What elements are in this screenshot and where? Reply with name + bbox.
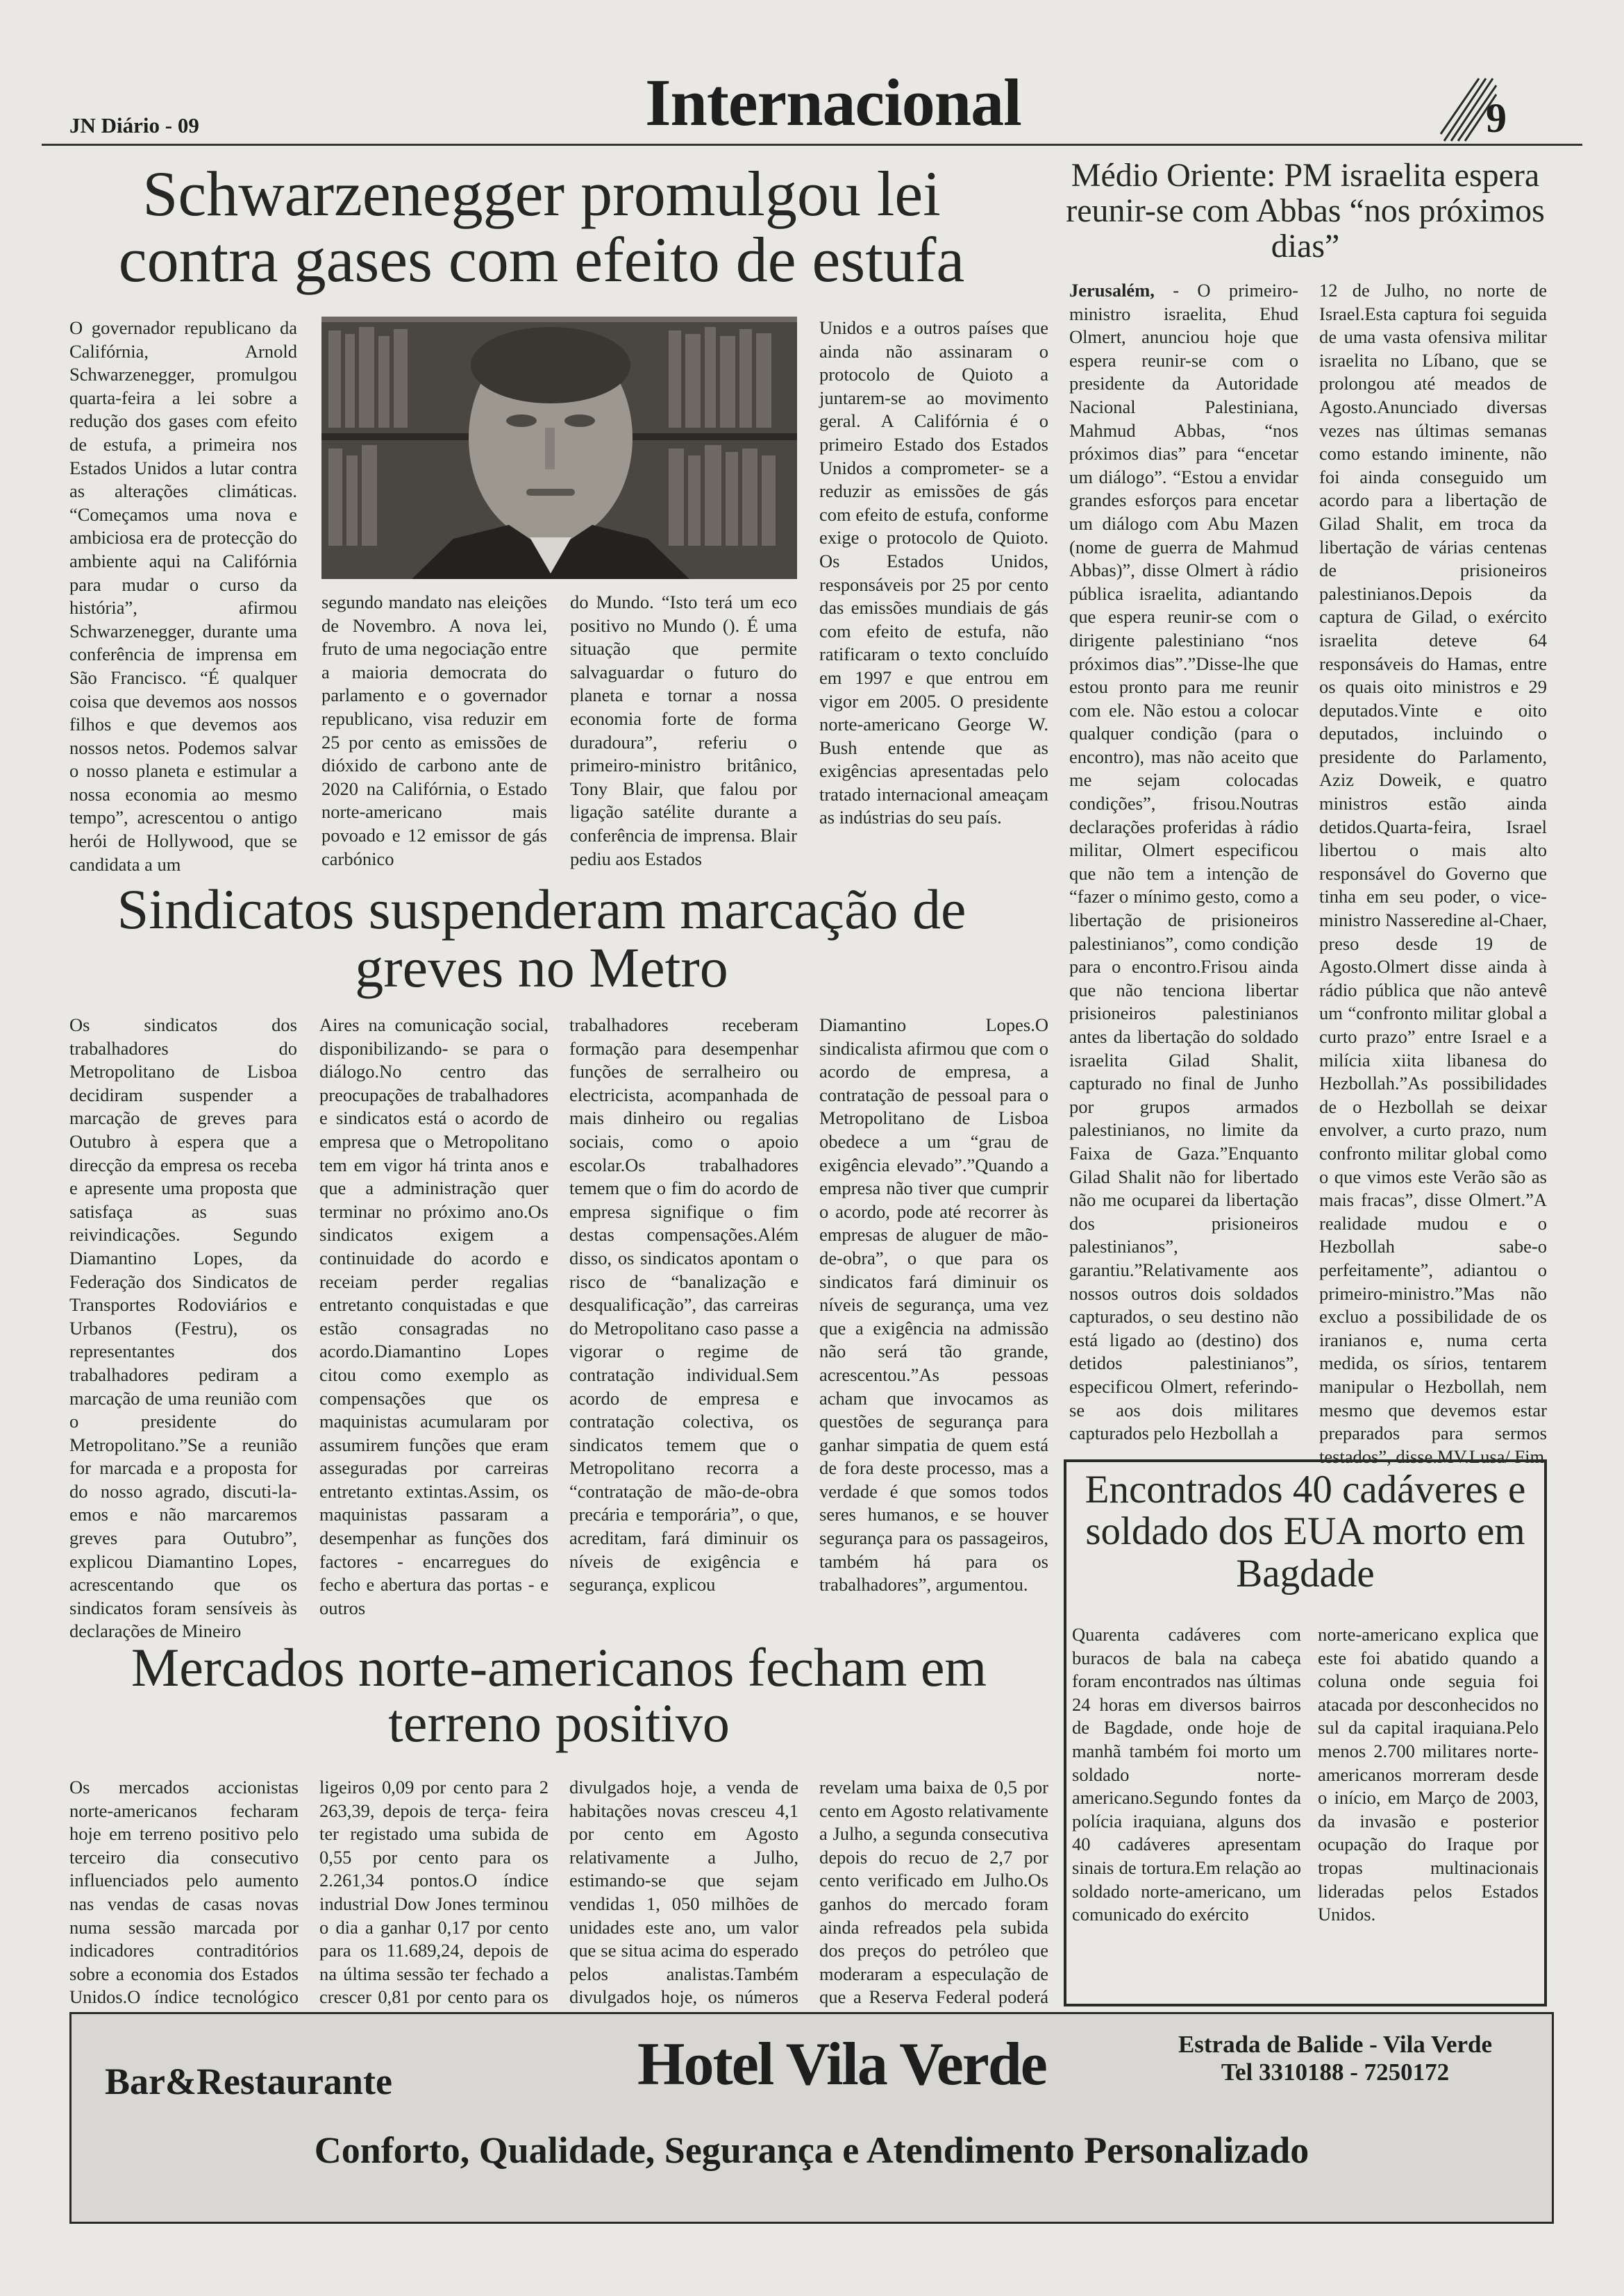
article-headline-mercados: Mercados norte-americanos fecham em terreno positivo xyxy=(131,1637,987,1754)
article-column: Aires na comunicação social, disponibilizando- se para o diálogo.No centro das preocupações de trabalhadores e sindicatos está o acordo de empresa que o Metropolitano tem em vigor há trinta anos e que a administração quer terminar no próximo ano.Os sindicatos exigem a continuidade do acordo e receiam perder regalias entretanto conquistadas e que estão consagradas no acordo.Diamantino Lopes citou como exemplo as compensações que os maquinistas acumularam por assumirem funções que eram asseguradas por carreiras entretanto extintas.Assim, os maquinistas passaram a desempenhar as funções dos factores - encarregues do fecho e abertura das portas - e outros xyxy=(319,1014,549,1618)
article-column: Os sindicatos dos trabalhadores do Metropolitano de Lisboa decidiram suspender a marcação de greves para Outubro à espera que a direcção da empresa os receba e apresente uma proposta que satisfaça as suas reivindicações. Segundo Diamantino Lopes, da Federação dos Sindicatos de Transportes Rodoviários e Urbanos (Festru), os representantes dos trabalhadores pediram a marcação de uma reunião com o presidente do Metropolitano.”Se a reunião for marcada e a proposta for do nosso agrado, discuti-la-emos e não marcaremos greves para Outubro”, explicou Diamantino Lopes, acrescentando que os sindicatos foram sensíveis às declarações de Mineiro xyxy=(69,1014,297,1642)
article-column: trabalhadores receberam formação para desempenhar funções de serralheiro ou electricista, acompanhada de mais dinheiro ou regalias sociais, como o apoio escolar.Os trabalhadores temem que o fim do acordo de empresa signifique o fim destas compensações.Além disso, os sindicatos apontam o risco de “banalização e desqualificação”, das carreiras do Metropolitano caso passe a vigorar o regime de contratação individual.Sem acordo de empresa e contratação colectiva, os sindicatos temem que o Metropolitano recorra a “contratação de mão-de-obra precária e temporária”, o que, acreditam, fará diminuir os níveis de exigência e segurança, explicou xyxy=(569,1014,798,1595)
article-column: divulgados hoje, a venda de habitações novas cresceu 4,1 por cento em Agosto relativamente a Julho, estimando-se que sejam vendidas 1, 050 milhões de unidades este ano, um valor que se situa acima do esperado pelos analistas.Também divulgados hoje, os números xyxy=(569,1777,798,2008)
article-column xyxy=(1069,279,1298,1459)
article-headline-schwarzenegger: Schwarzenegger promulgou lei contra gases com efeito de estufa xyxy=(118,158,965,295)
ad-slogan: Conforto, Qualidade, Segurança e Atendimento Personalizado xyxy=(314,2129,1309,2171)
article-column: ligeiros 0,09 por cento para 2 263,39, depois de terça- feira ter registado uma subida de 0,55 por cento para os 2.261,34 pontos.O índice industrial Dow Jones terminou o dia a ganhar 0,17 por cento para os 11.689,24, depois de na última sessão ter fechado a crescer 0,81 por cento para os xyxy=(319,1777,549,2008)
article-column: O governador republicano da Califórnia, Arnold Schwarzenegger, promulgou quarta-feira a lei sobre a redução dos gases com efeito de estufa, a primeira nos Estados Unidos a lutar contra as alterações climáticas. “Começamos uma nova e ambiciosa era de protecção do ambiente aqui na Califórnia para mudar o curso da história”, afirmou Schwarzenegger, durante uma conferência de imprensa em São Francisco. “É qualquer coisa que devemos aos nossos filhos e que devemos aos nossos netos. Podemos salvar o nosso planeta e estimular a nossa economia ao mesmo tempo”, acrescentou o antigo herói de Hollywood, que se candidata a um xyxy=(69,317,297,875)
hotel-advertisement xyxy=(69,2012,1554,2224)
article-headline-bagdade: Encontrados 40 cadáveres e soldado dos EUA morto em Bagdade xyxy=(1085,1468,1526,1595)
article-column: do Mundo. “Isto terá um eco positivo no Mundo (). É uma situação que permite salvaguardar o futuro do planeta e tornar a nossa economia forte de forma duradoura”, referiu o primeiro-ministro britânico, Tony Blair, que falou por ligação satélite durante a conferência de imprensa. Blair pediu aos Estados xyxy=(570,592,797,869)
article-column: Os mercados accionistas norte-americanos fecharam hoje em terreno positivo pelo terceiro dia consecutivo influenciados pelo aumento nas vendas de casas novas numa sessão marcada por indicadores contraditórios sobre a economia dos Estados Unidos.O índice tecnológico xyxy=(69,1777,299,2008)
article-column: segundo mandato nas eleições de Novembro. A nova lei, fruto de uma negociação entre a maioria democrata do parlamento e o governador republicano, visa reduzir em 25 por cento as emissões de dióxido de carbono ante de 2020 na Califórnia, o Estado norte-americano mais povoado e 12 emissor de gás carbónico xyxy=(321,592,547,869)
ad-hotel-name: Hotel Vila Verde xyxy=(637,2031,1046,2098)
header-publication: JN Diário - 09 xyxy=(69,113,199,137)
article-headline-medio-oriente: Médio Oriente: PM israelita espera reunir-se com Abbas “nos próximos dias” xyxy=(1066,157,1545,265)
page-number: 9 xyxy=(1486,95,1507,141)
portrait-photo xyxy=(321,317,797,579)
article-column: 12 de Julho, no norte de Israel.Esta captura foi seguida de uma vasta ofensiva militar israelita no Líbano, que se prolongou até meados de Agosto.Anunciado diversas vezes nas últimas semanas como estando iminente, não foi ainda conseguido um acordo para a libertação de Gilad Shalit, em troca da libertação de várias centenas de prisioneiros palestinianos.Depois da captura de Gilad, o exército israelita deteve 64 responsáveis do Hamas, entre os quais oito ministros e 29 deputados.Vinte e oito deputados, incluindo o presidente do Parlamento, Aziz Doweik, e quatro ministros estão ainda detidos.Quarta-feira, Israel libertou o mais alto responsável do Governo que tinha em seu poder, o vice-ministro Nasseredine al-Chaer, preso desde 19 de Agosto.Olmert disse ainda à rádio pública que não antevê um “confronto militar global a curto prazo” entre Israel e a milícia xiita libanesa do Hezbollah.”As possibilidades de o Hezbollah se deixar envolver, a curto prazo, num confronto militar global como o que vimos este Verão são as mais fracas”, disse Olmert.”A realidade mudou e o Hezbollah sabe-o perfeitamente”, adiantou o primeiro-ministro.”Mas não excluo a possibilidade de os iranianos e, numa certa medida, os sírios, tentarem manipular o Hezbollah, nem mesmo que devemos estar preparados para sermos testados”, disse.MV.Lusa/ Fim xyxy=(1319,280,1547,1467)
ad-bar-restaurante: Bar&Restaurante xyxy=(105,2061,392,2102)
boxed-article-bagdade xyxy=(1064,1459,1547,2006)
portrait-illustration xyxy=(321,317,797,579)
article-headline-sindicatos: Sindicatos suspenderam marcação de greves no Metro xyxy=(117,878,966,1000)
article-column: revelam uma baixa de 0,5 por cento em Agosto relativamente a Julho, a segunda consecutiva depois do recuo de 2,7 por cento verificado em Julho.Os ganhos do mercado foram ainda refreados pela subida dos preços do petróleo que moderaram a especulação de que a Reserva Federal poderá xyxy=(819,1777,1048,2008)
header-rule xyxy=(42,144,1582,146)
dateline: Jerusalém, xyxy=(1069,280,1155,301)
article-text: - O primeiro-ministro israelita, Ehud Olmert, anunciou hoje que espera reunir-se com o presidente da Autoridade Nacional Palestiniana, Mahmud Abbas, “nos próximos dias” para “encetar um diálogo”. “Estou a envidar grandes esforços para encetar um diálogo com Abu Mazen (nome de guerra de Mahmud Abbas)”, disse Olmert à rádio pública israelita, adiantando que espera reunir-se com o dirigente palestiniano “nos próximos dias”.”Disse-lhe que estou pronto para me reunir com ele. Não estou a colocar qualquer condição (para o encontro), mas não aceito que me sejam colocadas condições”, frisou.Noutras declarações proferidas à rádio militar, Olmert especificou que não tem a intenção de “fazer o mínimo gesto, como a libertação de prisioneiros palestinianos”, como condição para o encontro.Frisou ainda que não tenciona libertar prisioneiros palestinianos antes da libertação do soldado israelita Gilad Shalit, capturado no final de Junho por grupos armados palestinianos, no limite da Faixa de Gaza.”Enquanto Gilad Shalit não for libertado não me ocuparei da libertação dos prisioneiros palestinianos”, garantiu.”Relativamente aos nossos outros dois soldados capturados, o seu destino não está ligado ao (destino) dos detidos palestinianos”, especificou Olmert, referindo-se aos dois militares capturados pelo Hezbollah a xyxy=(1069,280,1298,1444)
section-title: Internacional xyxy=(645,65,1021,140)
article-column: Diamantino Lopes.O sindicalista afirmou que com o acordo de empresa, a contratação de pessoal para o Metropolitano de Lisboa obedece a um “grau de exigência elevado”.”Quando a empresa não tiver que cumprir o acordo, pode até recorrer às empresas de aluguer de mão-de-obra”, o que para os sindicatos fará diminuir os níveis de segurança, uma vez que a exigência na admissão não será tão grande, acrescentou.”As pessoas acham que invocamos as questões de segurança para ganhar simpatia de quem está de fora deste processo, mas a verdade é que somos todos seres humanos, e se houver segurança para os passageiros, também há para os trabalhadores”, argumentou. xyxy=(819,1014,1048,1595)
article-column: norte-americano explica que este foi abatido quando a coluna onde seguia foi atacada por desconhecidos no sul da capital iraquiana.Pelo menos 2.700 militares norte-americanos morreram desde o início, em Março de 2003, da invasão e posterior ocupação do Iraque por tropas multinacionais lideradas pelos Estados Unidos. xyxy=(1318,1624,1539,1925)
ad-address: Estrada de Balide - Vila Verde xyxy=(1178,2031,1493,2058)
ad-phone: Tel 3310188 - 7250172 xyxy=(1221,2059,1450,2086)
article-column: Quarenta cadáveres com buracos de bala na cabeça foram encontrados nas últimas 24 horas em diversos bairros de Bagdade, onde hoje de manhã também foi morto um soldado norte-americano.Segundo fontes da polícia iraquiana, alguns dos 40 cadáveres apresentam sinais de tortura.Em relação ao soldado norte-americano, um comunicado do exército xyxy=(1072,1624,1301,1925)
article-column: Unidos e a outros países que ainda não assinaram o protocolo de Quioto a juntarem-se ao movimento geral. A Califórnia é o primeiro Estado dos Estados Unidos a comprometer- se a reduzir as emissões de gás com efeito de estufa, conforme exige o protocolo de Quioto. Os Estados Unidos, responsáveis por 25 por cento das emissões mundiais de gás com efeito de estufa, não ratificaram o texto concluído em 1997 e que entrou em vigor em 2005. O presidente norte-americano George W. Bush entende que as exigências apresentadas pelo tratado internacional ameaçam as indústrias do seu país. xyxy=(819,317,1048,828)
